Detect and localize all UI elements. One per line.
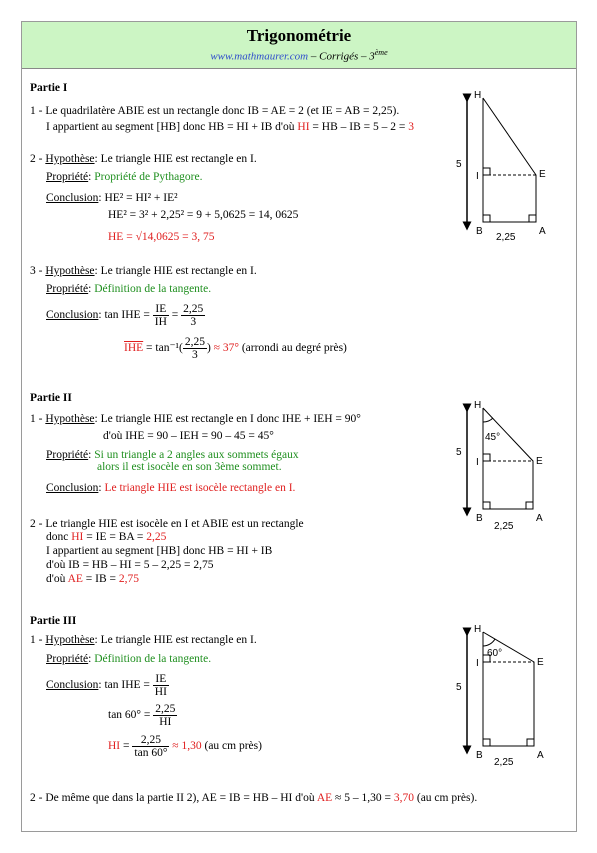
part3-conclusion: Conclusion: tan IHE = $\frac{IE}{HI}$ <box>46 672 167 698</box>
page-title: Trigonométrie <box>246 26 352 45</box>
svg-text:5: 5 <box>456 682 462 693</box>
part1-line1: 1 - Le quadrilatère ABIE est un rectangle donc IB = AE = 2 (et IE = AB = 2,25). <box>30 105 400 117</box>
part1-q2-property: Propriété: Propriété de Pythagore. <box>46 171 203 183</box>
part2-q2-line3: I appartient au segment [HB] donc HB = HI + IB <box>46 545 273 557</box>
part3-hypothesis: 1 - Hypothèse: Le triangle HIE est rectangle en I. <box>30 634 257 646</box>
svg-text:B: B <box>476 226 483 237</box>
svg-text:A: A <box>539 226 546 237</box>
figure-part1 <box>448 88 560 248</box>
part2-property: Propriété: Si un triangle a 2 angles aux sommets égaux <box>46 449 299 461</box>
figure-part3 <box>448 622 560 767</box>
svg-text:2,25: 2,25 <box>494 521 514 532</box>
svg-text:2,25: 2,25 <box>494 757 514 767</box>
part1-q2-result: HE = √14,0625 = 3, 75 <box>108 231 215 243</box>
svg-text:H: H <box>474 90 482 101</box>
page-subtitle: www.mathmaurer.com – Corrigés – 3ème <box>210 48 388 63</box>
part2-property-2: alors il est isocèle en son 3ème sommet. <box>97 461 282 473</box>
svg-text:I: I <box>476 658 479 669</box>
svg-text:A: A <box>537 750 544 761</box>
svg-text:E: E <box>539 169 546 180</box>
part1-q3-hypothesis: 3 - Hypothèse: Le triangle HIE est rectangle en I. <box>30 265 257 277</box>
part3-tan60: tan 60° = $\frac{2,25}{HI}$ <box>108 702 176 728</box>
svg-text:E: E <box>536 456 543 467</box>
part1-q2-calc: HE² = 3² + 2,25² = 9 + 5,0625 = 14, 0625 <box>108 209 299 221</box>
part1-q3-conclusion: Conclusion: tan IHE = $\frac{IE}{IH}$ = $\frac{2,25}{3}$ <box>46 302 204 328</box>
svg-text:E: E <box>537 657 544 668</box>
svg-text:5: 5 <box>456 159 462 170</box>
part1-q3-property: Propriété: Définition de la tangente. <box>46 283 212 295</box>
svg-text:45°: 45° <box>485 432 501 443</box>
part1-q2-hypothesis: 2 - Hypothèse: Le triangle HIE est rectangle en I. <box>30 153 257 165</box>
header-banner <box>22 22 576 69</box>
svg-text:B: B <box>476 750 483 761</box>
part2-q2-line4: d'où IB = HB – HI = 5 – 2,25 = 2,75 <box>46 559 214 571</box>
svg-text:5: 5 <box>456 447 462 458</box>
svg-text:2,25: 2,25 <box>496 232 516 243</box>
svg-text:H: H <box>474 400 482 411</box>
part2-heading: Partie II <box>30 392 72 404</box>
part3-result: HI = $\frac{2,25}{\tan 60^\circ}$ ≈ 1,30 (au cm près) <box>108 733 262 759</box>
part3-q2: 2 - De même que dans la partie II 2), AE = IB = HB – HI d'où AE ≈ 5 – 1,30 = 3,70 (au cm près). <box>30 792 478 804</box>
part1-q2-conclusion: Conclusion: HE² = HI² + IE² <box>46 192 178 204</box>
svg-text:I: I <box>476 457 479 468</box>
svg-text:H: H <box>474 624 482 635</box>
part2-line1: 1 - Hypothèse: Le triangle HIE est rectangle en I donc IHE + IEH = 90° <box>30 413 361 425</box>
part3-heading: Partie III <box>30 615 77 627</box>
part3-property: Propriété: Définition de la tangente. <box>46 653 212 665</box>
svg-text:A: A <box>536 513 543 524</box>
part2-q2-line5: d'où AE = IB = 2,75 <box>46 573 140 585</box>
svg-text:B: B <box>476 513 483 524</box>
part2-q2-line2: donc HI = IE = BA = 2,25 <box>46 531 167 543</box>
svg-text:60°: 60° <box>487 648 503 659</box>
part2-line2: d'où IHE = 90 – IEH = 90 – 45 = 45° <box>103 430 274 442</box>
figure-part2 <box>448 398 560 533</box>
part1-q3-result: $\overline{IHE} = \tan^{-1}$( $\frac{2,25}{3}$ ) ≈ 37° (arrondi au degré près) <box>124 335 347 361</box>
site-url[interactable]: www.mathmaurer.com <box>210 50 309 63</box>
part2-q2-line1: 2 - Le triangle HIE est isocèle en I et ABIE est un rectangle <box>30 518 304 530</box>
part1-line2: I appartient au segment [HB] donc HB = HI + IB d'où HI = HB – IB = 5 – 2 = 3 <box>46 121 414 133</box>
part1-heading: Partie I <box>30 82 68 94</box>
svg-text:I: I <box>476 171 479 182</box>
part2-conclusion: Conclusion: Le triangle HIE est isocèle rectangle en I. <box>46 482 296 494</box>
